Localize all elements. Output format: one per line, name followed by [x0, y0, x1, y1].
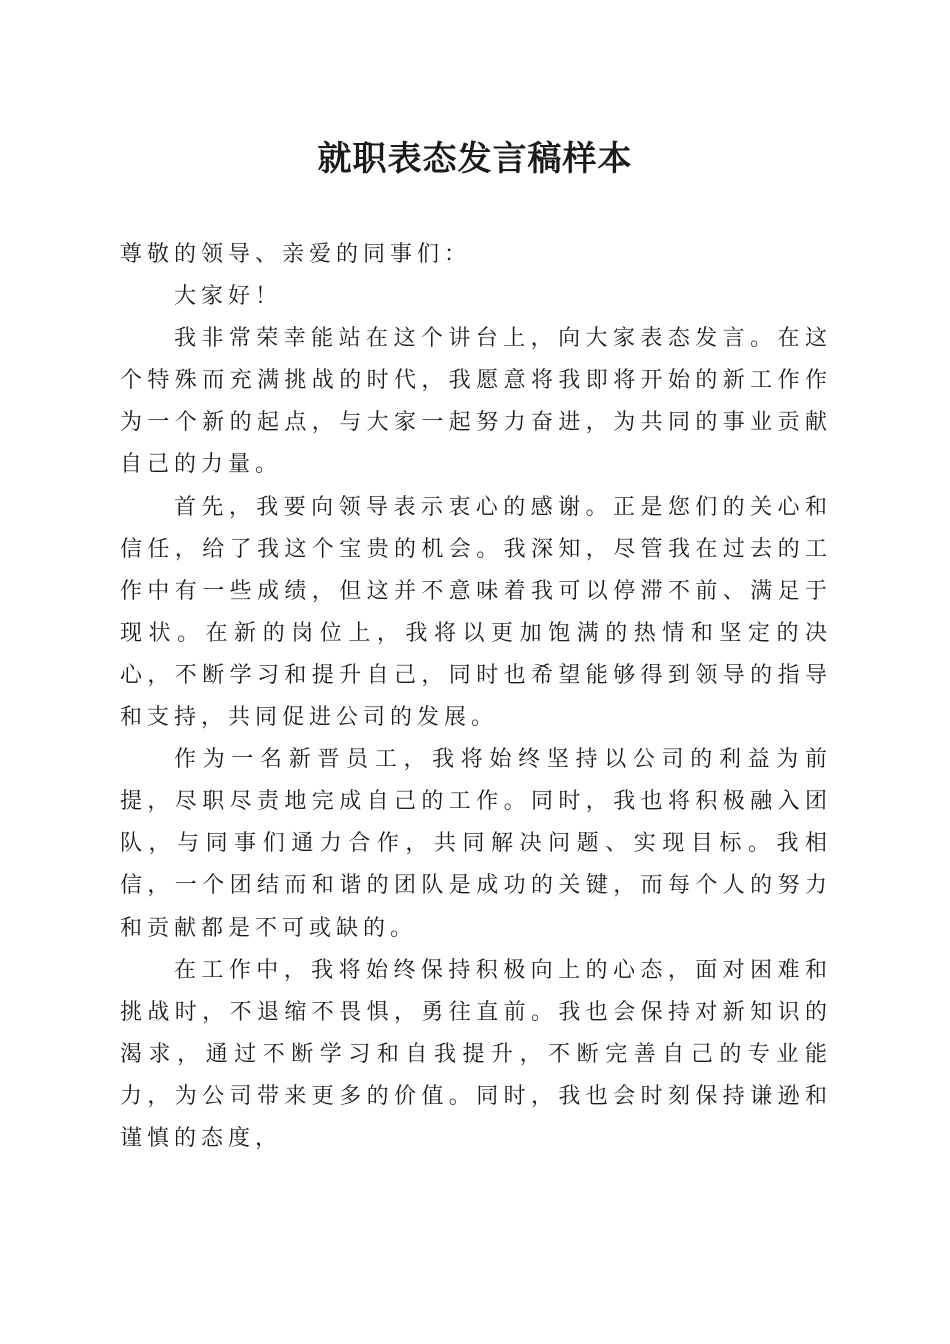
document-title: 就职表态发言稿样本: [317, 139, 633, 179]
paragraph-3: 作为一名新晋员工，我将始终坚持以公司的利益为前提，尽职尽责地完成自己的工作。同时，我也将积极融入团队，与同事们通力合作，共同解决问题、实现目标。我相信，一个团结而和谐的团队是成功的关键，而每个人的努力和贡献都是不可或缺的。: [120, 747, 832, 941]
paragraph-1: 我非常荣幸能站在这个讲台上，向大家表态发言。在这个特殊而充满挑战的时代，我愿意将我即将开始的新工作作为一个新的起点，与大家一起努力奋进，为共同的事业贡献自己的力量。: [120, 326, 832, 478]
document-body: [120, 234, 832, 1160]
salutation: 尊敬的领导、亲爱的同事们：: [120, 242, 472, 267]
paragraph-4: 在工作中，我将始终保持积极向上的心态，面对困难和挑战时，不退缩不畏惧，勇往直前。我也会保持对新知识的渴求，通过不断学习和自我提升，不断完善自己的专业能力，为公司带来更多的价值。同时，我也会时刻保持谦逊和谨慎的态度，: [120, 957, 832, 1151]
greeting: 大家好！: [174, 284, 283, 310]
paragraph-2: 首先，我要向领导表示衷心的感谢。正是您们的关心和信任，给了我这个宝贵的机会。我深知，尽管我在过去的工作中有一些成绩，但这并不意味着我可以停滞不前、满足于现状。在新的岗位上，我将以更加饱满的热情和坚定的决心，不断学习和提升自己，同时也希望能够得到领导的指导和支持，共同促进公司的发展。: [120, 494, 832, 731]
